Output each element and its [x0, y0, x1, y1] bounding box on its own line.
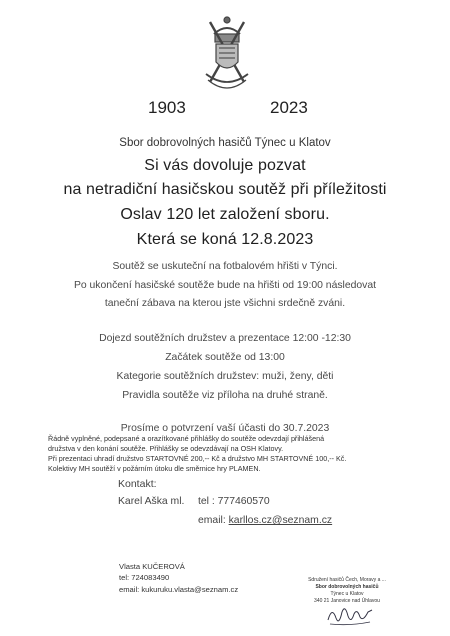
contact-email-link[interactable]: karllos.cz@seznam.cz	[228, 515, 333, 526]
official-stamp	[292, 577, 402, 605]
footer-name: Vlasta KUČEROVÁ	[119, 562, 185, 571]
contact-phone: tel : 777460570	[198, 496, 270, 507]
contact-email-prefix: email:	[198, 515, 226, 526]
headline-anniversary: Oslav 120 let založení sboru.	[120, 206, 330, 223]
signature-image	[326, 602, 376, 628]
schedule-start: Začátek soutěže od 13:00	[165, 352, 285, 363]
headline-date: Která se koná 12.8.2023	[136, 231, 314, 248]
schedule-categories: Kategorie soutěžních družstev: muži, ženy, děti	[116, 371, 334, 382]
stamp-line-4: 340 21 Janovice nad Úhlavou	[314, 598, 380, 604]
contact-label: Kontakt:	[118, 478, 157, 490]
schedule-rules: Pravidla soutěže viz příloha na druhé straně.	[122, 390, 328, 401]
headline-event: na netradiční hasičskou soutěž při příležitosti	[63, 181, 387, 198]
venue-line-1: Soutěž se uskuteční na fotbalovém hřišti v Týnci.	[112, 261, 338, 272]
note-line-1: Řádně vyplněné, podepsané a orazítkované přihlášky do soutěže odevzdají přihlášená	[48, 434, 325, 443]
schedule-arrival: Dojezd soutěžních družstev a prezentace 12:00 -12:30	[99, 333, 351, 344]
contact-email-row	[198, 515, 332, 526]
year-end: 2023	[270, 98, 308, 117]
confirmation-deadline: Prosíme o potvrzení vaší účasti do 30.7.2023	[120, 423, 330, 434]
note-line-4: Kolektivy MH soutěží v požárním útoku dle směrnice hry PLAMEN.	[48, 464, 261, 473]
venue-line-2: Po ukončení hasičské soutěže bude na hřišti od 19:00 následovat	[73, 280, 377, 291]
organization-name: Sbor dobrovolných hasičů Týnec u Klatov	[119, 137, 331, 149]
note-line-2: družstva v den konání soutěže. Přihlášky se odevzdávají na OSH Klatovy.	[48, 444, 284, 453]
stamp-line-1: Sdružení hasičů Čech, Moravy a ...	[308, 577, 386, 583]
footer-email: email: kukuruku.vlasta@seznam.cz	[119, 585, 239, 594]
headline-invite: Si vás dovoluje pozvat	[144, 157, 306, 174]
contact-name: Karel Aška ml.	[118, 496, 185, 507]
fire-brigade-emblem-icon	[202, 12, 252, 98]
stamp-line-2: Sbor dobrovolných hasičů	[315, 584, 379, 590]
year-start: 1903	[148, 98, 186, 117]
stamp-line-3: Týnec u Klatov	[330, 591, 364, 597]
note-line-3: Při prezentaci uhradí družstvo STARTOVNÉ 200,-- Kč a družstvo MH STARTOVNÉ 100,-- Kč.	[48, 454, 347, 463]
venue-line-3: taneční zábava na kterou jste všichni srdečně zváni.	[104, 298, 346, 309]
footer-phone: tel: 724083490	[119, 573, 170, 582]
